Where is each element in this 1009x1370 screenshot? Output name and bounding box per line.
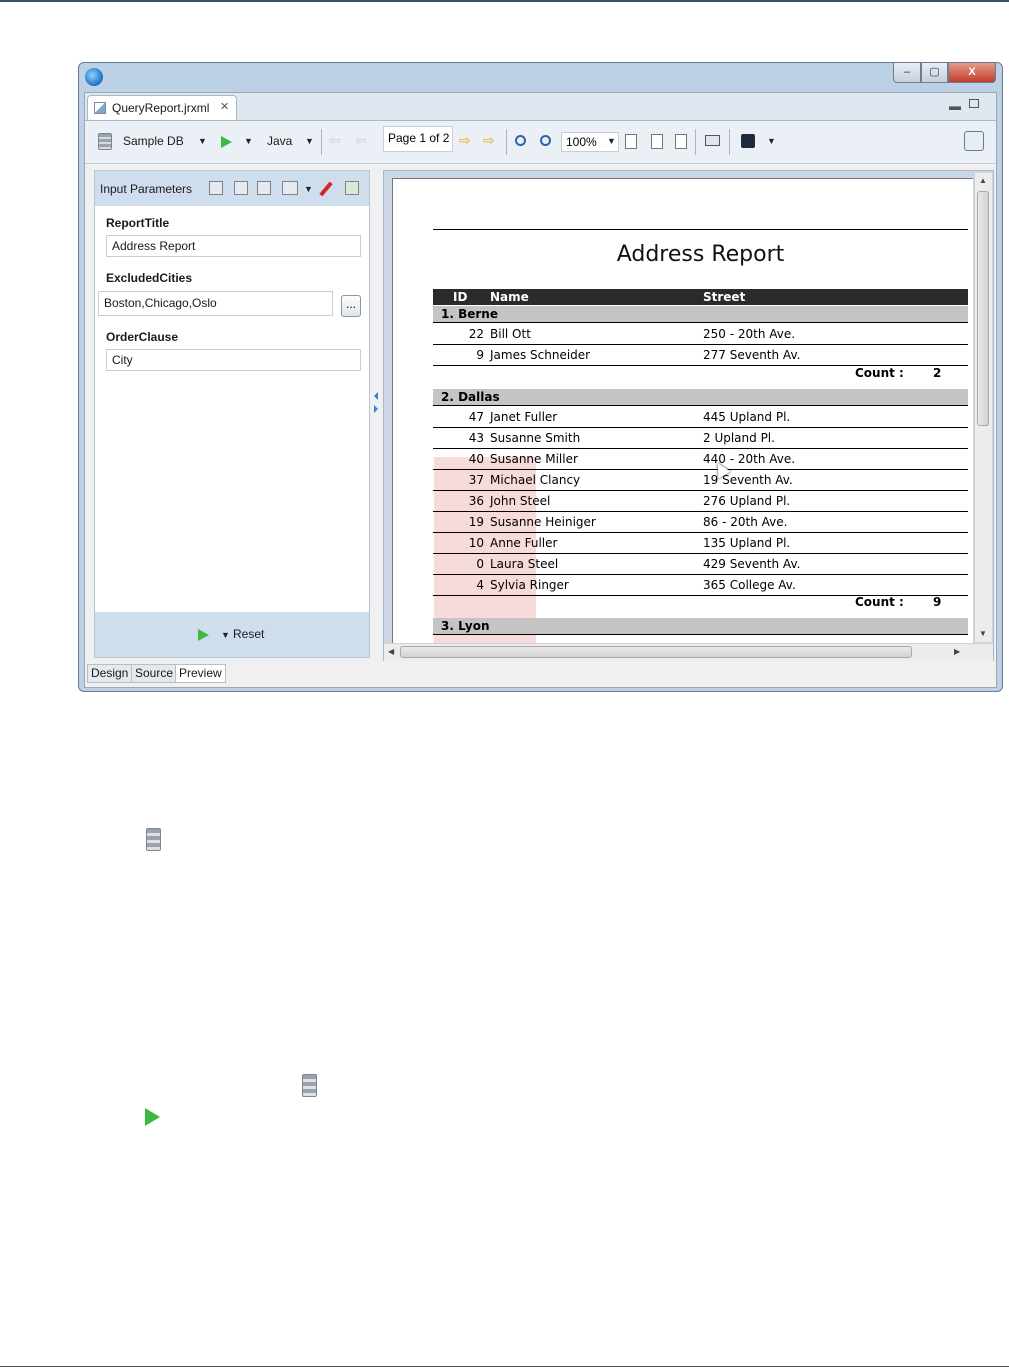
report-page xyxy=(392,178,973,644)
row-id: 0 xyxy=(476,557,484,571)
row-id: 4 xyxy=(476,578,484,592)
report-preview xyxy=(383,170,994,661)
language-chevron-down-icon[interactable]: ▼ xyxy=(305,136,314,146)
next-page-icon[interactable]: ⇨ xyxy=(459,132,471,148)
count-value: 9 xyxy=(933,595,942,609)
row-street: 365 College Av. xyxy=(703,578,796,592)
fit-width-icon[interactable] xyxy=(651,134,663,149)
column-header-name: Name xyxy=(490,290,529,304)
report-title: Address Report xyxy=(616,242,785,267)
tab-design[interactable]: Design xyxy=(87,664,132,683)
input-parameters-footer xyxy=(95,612,369,657)
row-name: Sylvia Ringer xyxy=(490,578,569,592)
add-parameter-icon[interactable] xyxy=(209,181,223,195)
view-maximize-icon[interactable] xyxy=(969,99,979,108)
row-name: Janet Fuller xyxy=(490,410,558,424)
toolbar-divider xyxy=(321,129,322,155)
row-id: 10 xyxy=(468,536,484,550)
table-row xyxy=(433,575,968,596)
list-parameter-icon[interactable] xyxy=(257,181,271,195)
language-select[interactable]: Java xyxy=(267,134,293,148)
horizontal-scroll-thumb[interactable] xyxy=(400,646,912,658)
run-icon xyxy=(145,1108,160,1126)
zoom-select[interactable]: 100% xyxy=(561,132,619,152)
table-row xyxy=(433,407,968,428)
row-name: Susanne Smith xyxy=(490,431,581,445)
vertical-scrollbar[interactable] xyxy=(974,173,992,642)
scroll-up-icon[interactable]: ▲ xyxy=(979,176,987,185)
row-id: 47 xyxy=(468,410,484,424)
row-name: Laura Steel xyxy=(490,557,559,571)
editor-tab-label: QueryReport.jrxml xyxy=(112,101,210,115)
export-parameter-icon[interactable] xyxy=(345,181,359,195)
editor-mode-tabs xyxy=(85,662,996,685)
row-street: 445 Upland Pl. xyxy=(703,410,791,424)
row-street: 429 Seventh Av. xyxy=(703,557,801,571)
minimize-button[interactable]: – xyxy=(893,63,921,83)
database-icon xyxy=(146,828,161,851)
group-count xyxy=(433,366,968,382)
row-street: 19 Seventh Av. xyxy=(703,473,793,487)
parameter-chevron-down-icon[interactable]: ▼ xyxy=(304,184,313,194)
view-minimize-icon[interactable]: ▬ xyxy=(949,99,961,113)
row-name: Bill Ott xyxy=(490,327,531,341)
database-icon xyxy=(302,1074,317,1097)
datasource-select[interactable]: Sample DB xyxy=(123,134,184,148)
table-row xyxy=(433,470,968,491)
count-label: Count : xyxy=(855,366,904,380)
group-name: 2. Dallas xyxy=(441,390,500,404)
title-bar xyxy=(79,63,1002,91)
vertical-scroll-thumb[interactable] xyxy=(977,191,989,426)
report-file-icon xyxy=(94,102,106,114)
tab-close-icon[interactable]: ✕ xyxy=(220,101,230,113)
editor-area xyxy=(84,92,997,688)
reset-chevron-down-icon[interactable]: ▼ xyxy=(221,630,230,640)
table-row xyxy=(433,428,968,449)
param-label-excludedcities: ExcludedCities xyxy=(106,271,193,285)
table-row xyxy=(433,554,968,575)
bottom-rule xyxy=(0,1366,1009,1367)
tab-source[interactable]: Source xyxy=(131,664,177,683)
export-icon[interactable] xyxy=(705,135,720,146)
param-label-reporttitle: ReportTitle xyxy=(106,216,170,230)
row-street: 86 - 20th Ave. xyxy=(703,515,788,529)
row-id: 9 xyxy=(476,348,484,362)
browse-button[interactable]: ... xyxy=(341,295,361,317)
app-window xyxy=(78,62,1003,692)
datasource-chevron-down-icon[interactable]: ▼ xyxy=(198,136,207,146)
scroll-right-icon[interactable]: ▶ xyxy=(954,647,961,656)
table-row xyxy=(433,449,968,470)
row-name: Susanne Heiniger xyxy=(490,515,596,529)
run-icon[interactable] xyxy=(198,629,209,641)
row-name: Susanne Miller xyxy=(490,452,578,466)
table-parameter-icon[interactable] xyxy=(282,181,298,195)
image-parameter-icon[interactable] xyxy=(234,181,248,195)
expand-right-icon[interactable] xyxy=(374,405,378,413)
row-name: Anne Fuller xyxy=(490,536,558,550)
run-icon[interactable] xyxy=(221,136,232,148)
row-street: 250 - 20th Ave. xyxy=(703,327,796,341)
excludedcities-input[interactable]: Boston,Chicago,Oslo xyxy=(98,291,333,316)
row-id: 40 xyxy=(468,452,484,466)
table-row xyxy=(433,324,968,345)
maximize-button[interactable]: ▢ xyxy=(921,63,948,83)
prev-page-icon[interactable]: ⇦ xyxy=(355,132,367,148)
perspective-icon[interactable] xyxy=(964,131,984,151)
group-name: 1. Berne xyxy=(441,307,498,321)
database-icon[interactable] xyxy=(98,133,112,150)
actual-size-icon[interactable] xyxy=(675,134,687,149)
close-button[interactable]: X xyxy=(948,63,996,83)
row-name: Michael Clancy xyxy=(490,473,581,487)
zoom-chevron-down-icon[interactable]: ▼ xyxy=(607,136,616,146)
group-header xyxy=(433,389,968,406)
toolbar-divider xyxy=(506,129,507,155)
column-header-id: ID xyxy=(453,290,468,304)
row-id: 37 xyxy=(468,473,484,487)
collapse-left-icon[interactable] xyxy=(374,392,378,400)
table-row xyxy=(433,512,968,533)
preview-toolbar xyxy=(85,121,996,164)
count-label: Count : xyxy=(855,595,904,609)
zoom-out-icon[interactable] xyxy=(540,135,551,146)
editor-tab-bar xyxy=(85,93,996,121)
horizontal-scrollbar[interactable] xyxy=(384,643,993,661)
pencil-icon[interactable] xyxy=(319,182,332,197)
row-street: 440 - 20th Ave. xyxy=(703,452,796,466)
orderclause-input[interactable]: City xyxy=(106,349,361,371)
tab-preview[interactable]: Preview xyxy=(175,664,226,683)
column-header-row xyxy=(433,289,968,305)
toolbar-divider xyxy=(729,129,730,155)
row-street: 276 Upland Pl. xyxy=(703,494,791,508)
top-rule xyxy=(0,0,1009,2)
row-id: 36 xyxy=(468,494,484,508)
toolbar-divider xyxy=(695,129,696,155)
param-label-orderclause: OrderClause xyxy=(106,330,179,344)
row-street: 135 Upland Pl. xyxy=(703,536,791,550)
reset-button[interactable]: Reset xyxy=(233,627,265,641)
save-chevron-down-icon[interactable]: ▼ xyxy=(767,136,776,146)
fit-page-icon[interactable] xyxy=(625,134,637,149)
scroll-left-icon[interactable]: ◀ xyxy=(388,647,395,656)
save-icon[interactable] xyxy=(741,134,755,148)
page-indicator: Page 1 of 2 xyxy=(383,126,453,152)
table-row xyxy=(433,533,968,554)
last-page-icon[interactable]: ⇨ xyxy=(483,132,495,148)
group-header xyxy=(433,306,968,323)
app-icon xyxy=(85,68,103,86)
editor-tab-queryreport[interactable] xyxy=(87,95,237,120)
zoom-in-icon[interactable] xyxy=(515,135,526,146)
row-street: 2 Upland Pl. xyxy=(703,431,775,445)
input-parameters-header xyxy=(95,171,369,206)
table-row xyxy=(433,345,968,366)
group-count xyxy=(433,595,968,611)
count-value: 2 xyxy=(933,366,942,380)
row-id: 43 xyxy=(468,431,484,445)
row-id: 22 xyxy=(468,327,484,341)
reporttitle-input[interactable]: Address Report xyxy=(106,235,361,257)
input-parameters-panel xyxy=(94,170,370,658)
row-name: James Schneider xyxy=(490,348,591,362)
row-name: John Steel xyxy=(490,494,551,508)
group-header xyxy=(433,618,968,635)
title-rule xyxy=(433,229,968,230)
input-parameters-title: Input Parameters xyxy=(100,182,193,196)
table-row xyxy=(433,491,968,512)
run-chevron-down-icon[interactable]: ▼ xyxy=(244,136,253,146)
first-page-icon[interactable]: ⇦ xyxy=(329,132,341,148)
scroll-down-icon[interactable]: ▼ xyxy=(979,629,987,638)
row-street: 277 Seventh Av. xyxy=(703,348,801,362)
group-name: 3. Lyon xyxy=(441,619,490,633)
column-header-street: Street xyxy=(703,290,746,304)
row-id: 19 xyxy=(468,515,484,529)
